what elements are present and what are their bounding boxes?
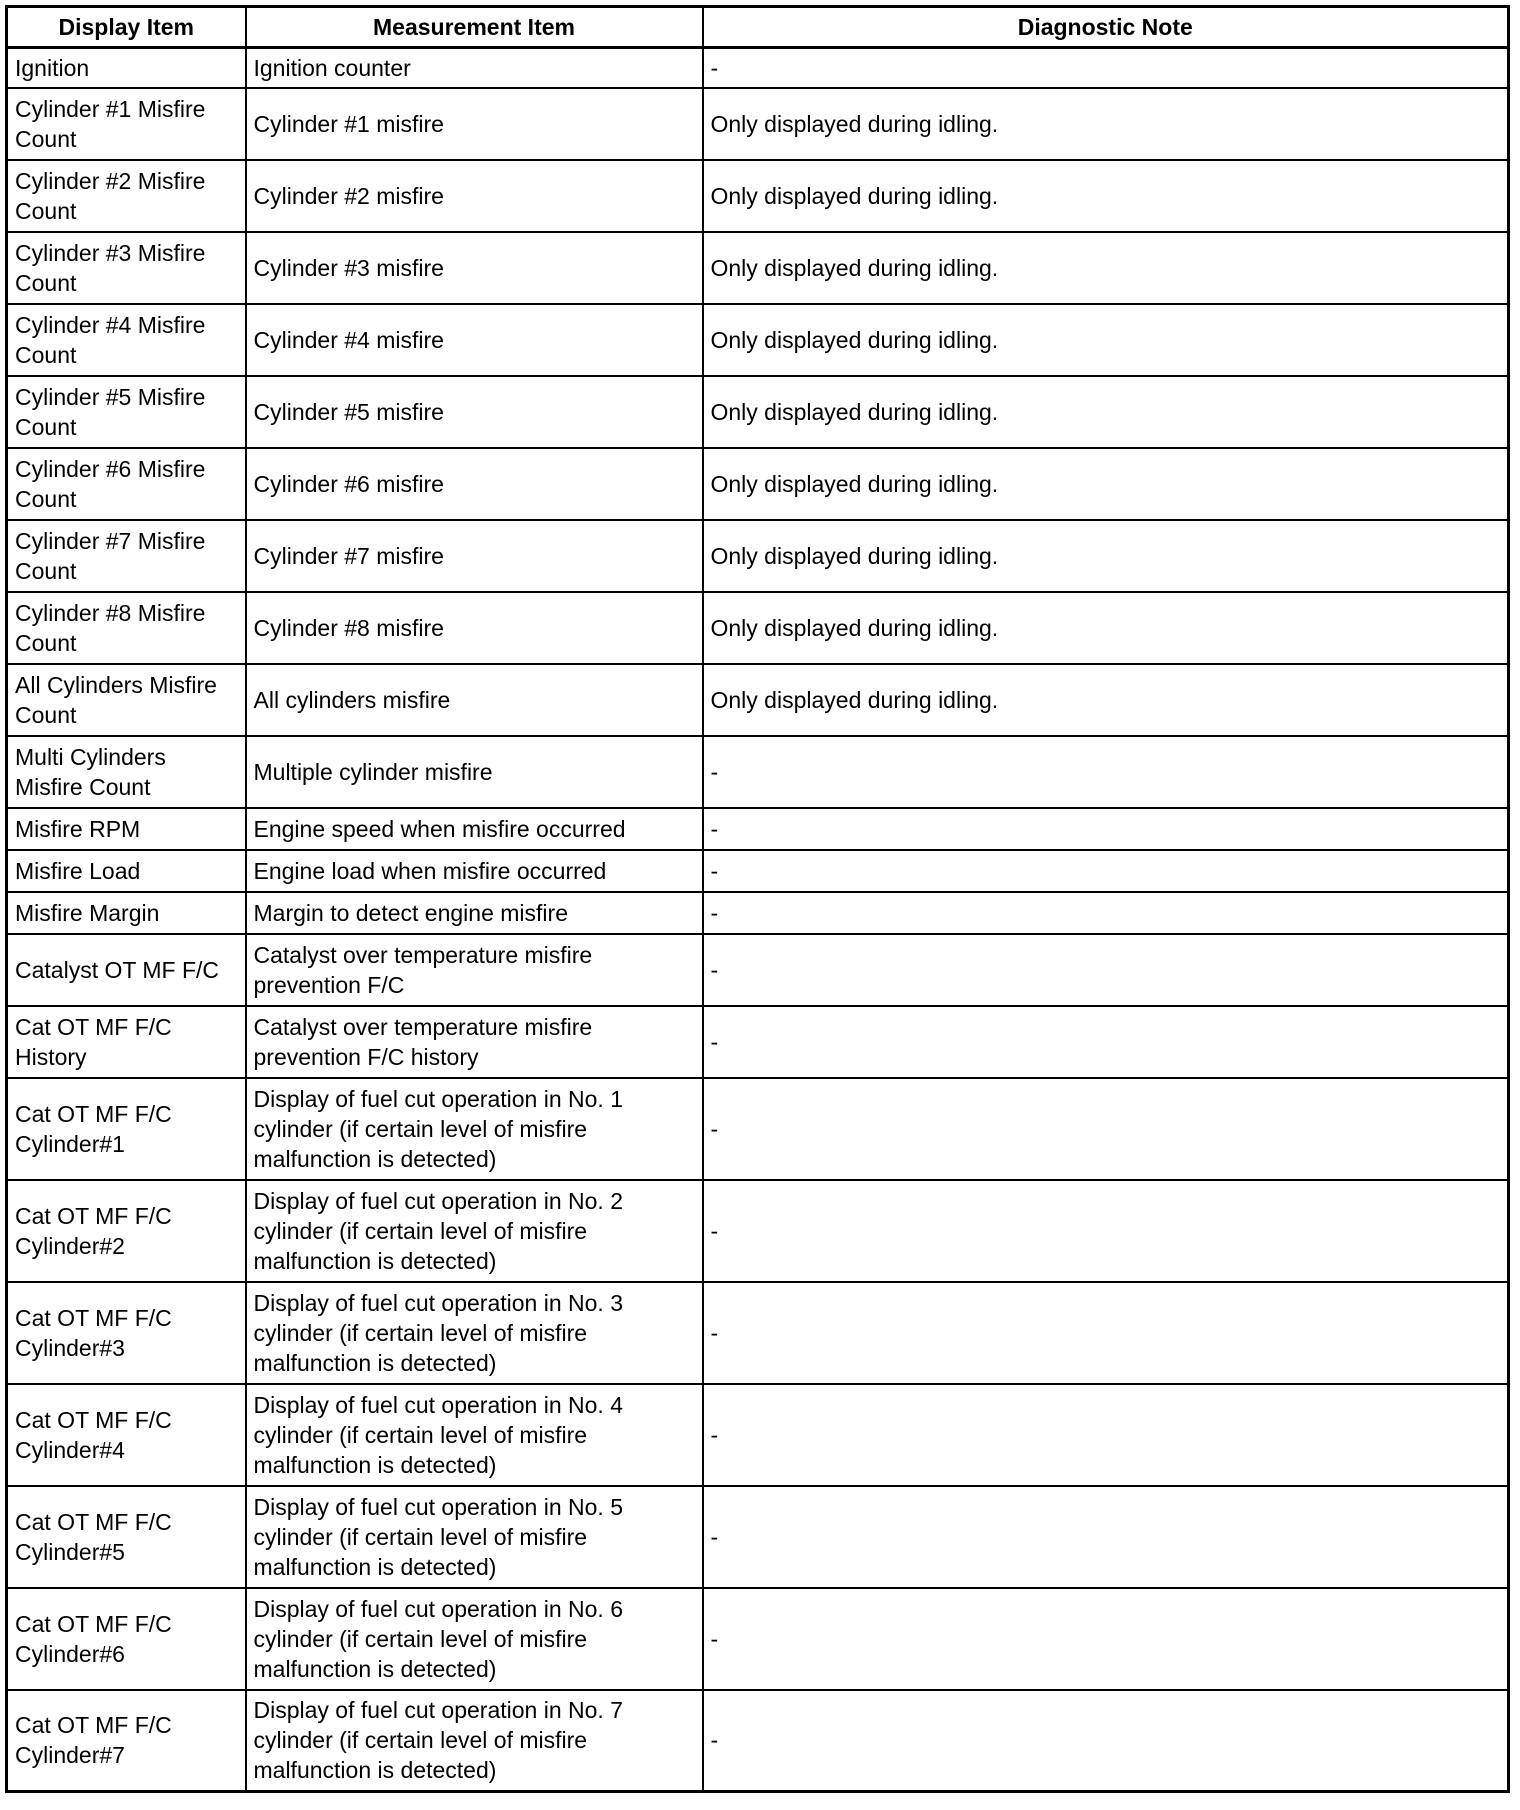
table-row: [7, 1690, 1509, 1792]
table-row: [7, 232, 1509, 304]
cell-display-item: Multi Cylinders Misfire Count: [7, 736, 246, 808]
header-row: [7, 7, 1509, 48]
table-row: [7, 934, 1509, 1006]
cell-measurement-item: Display of fuel cut operation in No. 1 cylinder (if certain level of misfire malfunction is detected): [246, 1078, 703, 1180]
cell-display-item: Cylinder #4 Misfire Count: [7, 304, 246, 376]
cell-display-item: Cylinder #6 Misfire Count: [7, 448, 246, 520]
header-display-item: Display Item: [7, 7, 246, 48]
table-row: [7, 1006, 1509, 1078]
cell-measurement-item: Cylinder #8 misfire: [246, 592, 703, 664]
cell-measurement-item: Engine speed when misfire occurred: [246, 808, 703, 850]
cell-display-item: Cat OT MF F/C Cylinder#5: [7, 1486, 246, 1588]
table-header: [7, 7, 1509, 48]
cell-measurement-item: Cylinder #2 misfire: [246, 160, 703, 232]
cell-display-item: Cylinder #3 Misfire Count: [7, 232, 246, 304]
cell-diagnostic-note: -: [703, 934, 1509, 1006]
cell-display-item: Catalyst OT MF F/C: [7, 934, 246, 1006]
cell-display-item: Cylinder #7 Misfire Count: [7, 520, 246, 592]
cell-measurement-item: Cylinder #7 misfire: [246, 520, 703, 592]
cell-diagnostic-note: Only displayed during idling.: [703, 88, 1509, 160]
cell-measurement-item: Margin to detect engine misfire: [246, 892, 703, 934]
cell-diagnostic-note: Only displayed during idling.: [703, 664, 1509, 736]
cell-measurement-item: Cylinder #5 misfire: [246, 376, 703, 448]
table-row: [7, 448, 1509, 520]
cell-diagnostic-note: -: [703, 48, 1509, 88]
cell-display-item: Cat OT MF F/C Cylinder#6: [7, 1588, 246, 1690]
cell-diagnostic-note: -: [703, 736, 1509, 808]
cell-display-item: Cylinder #2 Misfire Count: [7, 160, 246, 232]
cell-display-item: Misfire RPM: [7, 808, 246, 850]
cell-diagnostic-note: -: [703, 1384, 1509, 1486]
cell-diagnostic-note: Only displayed during idling.: [703, 448, 1509, 520]
cell-diagnostic-note: -: [703, 1486, 1509, 1588]
table-row: [7, 592, 1509, 664]
cell-measurement-item: Catalyst over temperature misfire prevention F/C: [246, 934, 703, 1006]
cell-diagnostic-note: Only displayed during idling.: [703, 376, 1509, 448]
table-row: [7, 1282, 1509, 1384]
cell-display-item: Cylinder #1 Misfire Count: [7, 88, 246, 160]
table-row: [7, 736, 1509, 808]
diagnostic-data-table: [5, 5, 1510, 1793]
cell-diagnostic-note: -: [703, 892, 1509, 934]
cell-measurement-item: Display of fuel cut operation in No. 6 cylinder (if certain level of misfire malfunction is detected): [246, 1588, 703, 1690]
cell-measurement-item: Cylinder #4 misfire: [246, 304, 703, 376]
cell-diagnostic-note: Only displayed during idling.: [703, 304, 1509, 376]
table-row: [7, 1588, 1509, 1690]
cell-measurement-item: Cylinder #3 misfire: [246, 232, 703, 304]
table-row: [7, 304, 1509, 376]
cell-diagnostic-note: -: [703, 1690, 1509, 1792]
cell-diagnostic-note: -: [703, 850, 1509, 892]
table-row: [7, 892, 1509, 934]
table-row: [7, 48, 1509, 88]
cell-diagnostic-note: -: [703, 1180, 1509, 1282]
cell-display-item: Cat OT MF F/C History: [7, 1006, 246, 1078]
table-body: [7, 48, 1509, 1792]
cell-diagnostic-note: -: [703, 1006, 1509, 1078]
table-row: [7, 1384, 1509, 1486]
table-row: [7, 808, 1509, 850]
cell-display-item: Cat OT MF F/C Cylinder#7: [7, 1690, 246, 1792]
table-row: [7, 160, 1509, 232]
cell-measurement-item: Catalyst over temperature misfire prevention F/C history: [246, 1006, 703, 1078]
cell-diagnostic-note: Only displayed during idling.: [703, 160, 1509, 232]
cell-display-item: Misfire Load: [7, 850, 246, 892]
table-row: [7, 376, 1509, 448]
header-diagnostic-note: Diagnostic Note: [703, 7, 1509, 48]
cell-measurement-item: Cylinder #1 misfire: [246, 88, 703, 160]
table-row: [7, 1078, 1509, 1180]
cell-diagnostic-note: Only displayed during idling.: [703, 232, 1509, 304]
cell-display-item: Cat OT MF F/C Cylinder#3: [7, 1282, 246, 1384]
table-row: [7, 520, 1509, 592]
table-row: [7, 850, 1509, 892]
cell-measurement-item: Multiple cylinder misfire: [246, 736, 703, 808]
table-row: [7, 664, 1509, 736]
cell-measurement-item: All cylinders misfire: [246, 664, 703, 736]
cell-display-item: Cat OT MF F/C Cylinder#1: [7, 1078, 246, 1180]
cell-display-item: Cylinder #5 Misfire Count: [7, 376, 246, 448]
cell-display-item: Cat OT MF F/C Cylinder#2: [7, 1180, 246, 1282]
cell-measurement-item: Display of fuel cut operation in No. 4 cylinder (if certain level of misfire malfunction is detected): [246, 1384, 703, 1486]
cell-measurement-item: Display of fuel cut operation in No. 7 cylinder (if certain level of misfire malfunction is detected): [246, 1690, 703, 1792]
table-row: [7, 88, 1509, 160]
cell-display-item: All Cylinders Misfire Count: [7, 664, 246, 736]
cell-measurement-item: Display of fuel cut operation in No. 3 cylinder (if certain level of misfire malfunction is detected): [246, 1282, 703, 1384]
cell-measurement-item: Engine load when misfire occurred: [246, 850, 703, 892]
cell-diagnostic-note: Only displayed during idling.: [703, 520, 1509, 592]
table-wrapper: [5, 5, 1510, 1793]
cell-display-item: Ignition: [7, 48, 246, 88]
cell-display-item: Cat OT MF F/C Cylinder#4: [7, 1384, 246, 1486]
cell-measurement-item: Display of fuel cut operation in No. 5 cylinder (if certain level of misfire malfunction is detected): [246, 1486, 703, 1588]
cell-display-item: Misfire Margin: [7, 892, 246, 934]
table-row: [7, 1180, 1509, 1282]
cell-diagnostic-note: -: [703, 808, 1509, 850]
cell-measurement-item: Cylinder #6 misfire: [246, 448, 703, 520]
cell-display-item: Cylinder #8 Misfire Count: [7, 592, 246, 664]
cell-diagnostic-note: -: [703, 1078, 1509, 1180]
cell-measurement-item: Display of fuel cut operation in No. 2 cylinder (if certain level of misfire malfunction is detected): [246, 1180, 703, 1282]
table-row: [7, 1486, 1509, 1588]
cell-diagnostic-note: -: [703, 1282, 1509, 1384]
header-measurement-item: Measurement Item: [246, 7, 703, 48]
cell-diagnostic-note: -: [703, 1588, 1509, 1690]
cell-measurement-item: Ignition counter: [246, 48, 703, 88]
cell-diagnostic-note: Only displayed during idling.: [703, 592, 1509, 664]
